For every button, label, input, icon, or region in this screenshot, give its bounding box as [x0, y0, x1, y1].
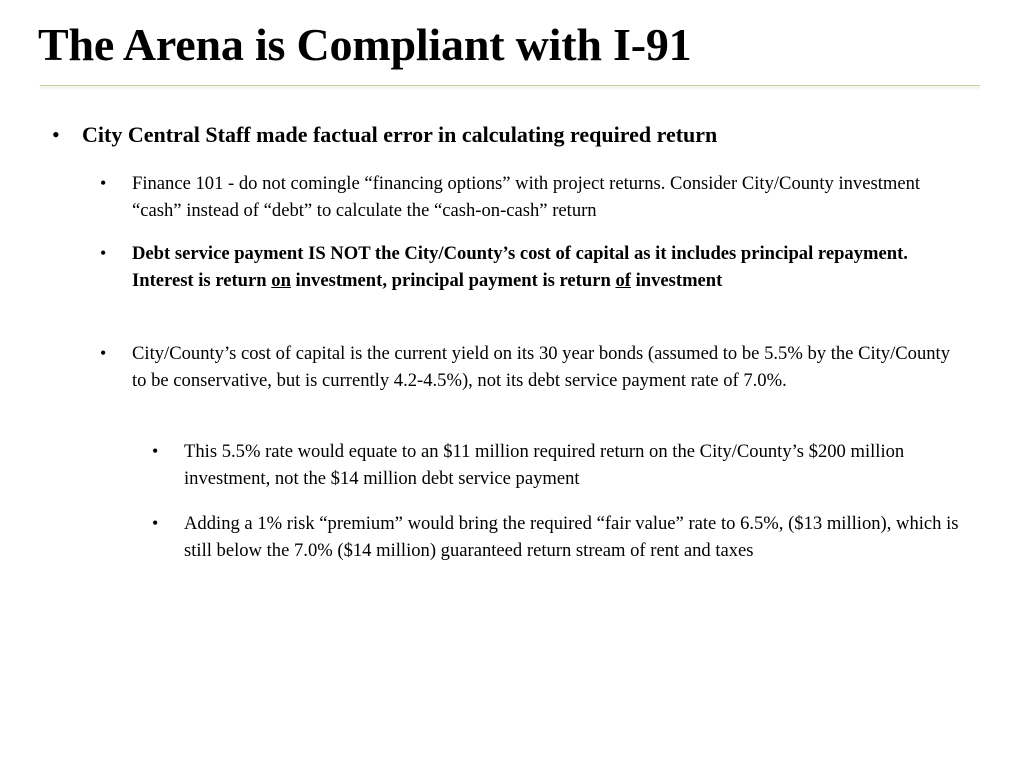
title-divider — [40, 85, 980, 86]
bullet-dot-icon: • — [152, 513, 159, 533]
bullet-text: This 5.5% rate would equate to an $11 million required return on the City/County’s $200 million investment, not the $14 million debt service payment — [184, 441, 905, 489]
bullet-text-part: investment, principal payment is return — [290, 270, 616, 291]
bullet-text: Finance 101 - do not comingle “financing options” with project returns. Consider City/County investment “cash” instead of “debt” to calculate the “cash-on-cash” return — [132, 173, 921, 221]
underlined-word-on: on — [271, 270, 291, 291]
bullet-text-part: investment — [630, 270, 723, 291]
bullet-text — [132, 240, 964, 294]
bullet-dot-icon: • — [100, 173, 107, 193]
bullet-text: City/County’s cost of capital is the current yield on its 30 year bonds (assumed to be 5.5% by the City/County to be conservative, but is currently 4.2-4.5%), not its debt service payment rate of 7.0%. — [132, 343, 951, 391]
bullet-dot-icon: • — [100, 343, 107, 363]
bullet-dot-icon: • — [52, 122, 60, 147]
bullet-text: City Central Staff made factual error in calculating required return — [82, 122, 718, 147]
bullet-dot-icon: • — [152, 441, 159, 461]
bullet-dot-icon: • — [100, 243, 107, 263]
bullet-text: Adding a 1% risk “premium” would bring the required “fair value” rate to 6.5%, ($13 million), which is still below the 7.0% ($14 million) guaranteed return stream of rent and taxes — [184, 513, 959, 561]
bullet-text-part: Debt service payment IS NOT the City/County’s cost of capital as it includes principal repayment. Interest is return — [132, 243, 908, 291]
underlined-word-of: of — [615, 270, 631, 291]
slide-title: The Arena is Compliant with I-91 — [38, 19, 692, 70]
